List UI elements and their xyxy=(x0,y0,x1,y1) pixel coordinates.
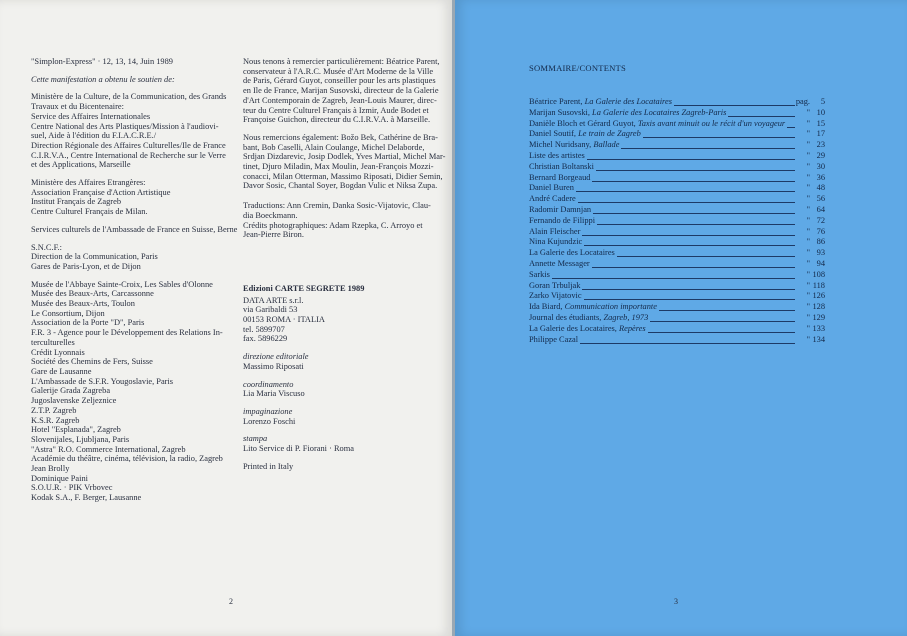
credits-col1-block xyxy=(31,178,231,217)
credits-col2-line: 00153 ROMA · ITALIA xyxy=(243,315,325,325)
credits-col1-line: Dominique Paini xyxy=(31,473,88,483)
toc-page-prefix: " xyxy=(806,248,810,258)
credits-col1-line: Le Consortium, Dijon xyxy=(31,308,105,318)
credits-col2-line: en Ile de France, Marijan Susovski, directeur de la Galerie xyxy=(243,86,439,96)
credits-col2-line: Traductions: Ann Cremin, Danka Sosic-Vijatovic, Clau- xyxy=(243,201,431,211)
credits-col2-line: Nous tenons à remercier particulièrement: Béatrice Parent, xyxy=(243,57,440,66)
toc-entry[interactable] xyxy=(529,205,825,216)
table-of-contents xyxy=(529,97,825,345)
toc-entry-author: Nina Kujundzic xyxy=(529,237,583,247)
toc-entry-title xyxy=(529,183,576,194)
toc-entry-author: Bernard Borgeaud xyxy=(529,172,591,182)
toc-entry-title xyxy=(529,205,593,216)
toc-page-prefix: " xyxy=(806,226,810,236)
toc-page-prefix: " xyxy=(806,183,810,193)
toc-page-prefix: " xyxy=(806,107,810,117)
credits-col2-line: Edizioni CARTE SEGRETE 1989 xyxy=(243,283,365,293)
credits-col1-block xyxy=(31,243,231,272)
toc-entry-title xyxy=(529,302,659,313)
credits-col1-line: Association Française d'Action Artistique xyxy=(31,187,171,197)
toc-page-prefix: " xyxy=(806,291,810,301)
toc-entry[interactable] xyxy=(529,248,825,259)
credits-col2-line: conservateur à l'A.R.C. Musée d'Art Moderne de la Ville xyxy=(243,66,434,76)
toc-page-prefix: " xyxy=(806,161,810,171)
toc-entry[interactable] xyxy=(529,119,825,130)
toc-page-number: 86 xyxy=(816,237,825,247)
toc-entry-work: Taxis avant minuit ou le récit d'un voyageur xyxy=(637,118,786,128)
credits-col2-block xyxy=(243,57,440,125)
toc-page-number: 30 xyxy=(816,161,825,171)
toc-entry[interactable] xyxy=(529,97,825,108)
credits-col1-block xyxy=(31,57,231,67)
toc-page-number: 56 xyxy=(816,194,825,204)
toc-page-number: 76 xyxy=(816,226,825,236)
credits-col2-block xyxy=(243,380,435,390)
toc-page-prefix: pag. xyxy=(795,97,810,106)
toc-entry-work: Le train de Zagreb xyxy=(578,129,641,139)
credits-col2-line: Printed in Italy xyxy=(243,461,294,471)
toc-page-number: 17 xyxy=(816,129,825,139)
credits-col2-line: Srdjan Dizdarevic, Josip Dodlek, Yves Martial, Michel Mar- xyxy=(243,152,446,162)
credits-col2-line: Françoise Guichon, directeur du C.I.R.V.A. à Marseille. xyxy=(243,115,431,125)
toc-entry[interactable] xyxy=(529,162,825,173)
credits-col1-line: Slovenijales, Ljubljana, Paris xyxy=(31,434,130,444)
credits-col1-line: Académie du théâtre, cinéma, télévision, la radio, Zagreb xyxy=(31,454,223,464)
toc-entry-title xyxy=(529,108,728,119)
toc-entry-title xyxy=(529,151,587,162)
credits-col1-block xyxy=(31,92,231,170)
toc-entry[interactable] xyxy=(529,173,825,184)
credits-col2-line: conacci, Milan Otterman, Massimo Riposati, Didier Semin, xyxy=(243,171,443,181)
toc-page-prefix: " xyxy=(806,215,810,225)
toc-page-prefix: " xyxy=(806,118,810,128)
credits-col2-block xyxy=(243,389,435,399)
toc-entry[interactable] xyxy=(529,151,825,162)
toc-page-number: 36 xyxy=(816,172,825,182)
toc-page-prefix: " xyxy=(806,172,810,182)
toc-page-prefix: " xyxy=(806,140,810,150)
toc-entry-author: Danièle Bloch et Gérard Guyot, xyxy=(529,118,638,128)
credits-col1-line: Z.T.P. Zagreb xyxy=(31,405,77,415)
credits-col1-line: Cette manifestation a obtenu le soutien de: xyxy=(31,74,175,84)
credits-col1-line: Société des Chemins de Fers, Suisse xyxy=(31,357,153,367)
credits-col1-line: terculturelles xyxy=(31,337,75,347)
credits-col1-line: Ministère des Affaires Etrangères: xyxy=(31,178,146,188)
toc-page-number: 129 xyxy=(812,312,825,322)
toc-entry[interactable] xyxy=(529,270,825,281)
toc-page-prefix: " xyxy=(806,302,810,312)
toc-heading: SOMMAIRE/CONTENTS xyxy=(529,63,626,73)
credits-col1-line: Centre Culturel Français de Milan. xyxy=(31,207,148,217)
credits-col1-line: Musée de l'Abbaye Sainte-Croix, Les Sables d'Olonne xyxy=(31,279,213,289)
credits-col2-line: Davor Sosic, Chantal Soyer, Bogdan Vulic et Niksa Zupa. xyxy=(243,181,438,191)
credits-col1-line: "Simplon-Express" · 12, 13, 14, Juin 1989 xyxy=(31,57,173,66)
toc-entry-work: La Galerie des Locataires xyxy=(584,97,672,106)
toc-entry-author: La Galerie des Locataires xyxy=(529,248,615,258)
toc-entry-title xyxy=(529,281,582,292)
credits-col1-line: Jugoslavenske Zeljeznice xyxy=(31,396,117,406)
toc-page-number: 5 xyxy=(820,97,825,106)
toc-entry-author: Daniel Buren xyxy=(529,183,574,193)
toc-entry-title xyxy=(529,216,597,227)
credits-col1-line: K.S.R. Zagreb xyxy=(31,415,80,425)
toc-entry-title xyxy=(529,173,592,184)
toc-entry-author: Michel Nuridsany, xyxy=(529,140,594,150)
credits-col1-line: "Astra" R.O. Commerce International, Zagreb xyxy=(31,444,186,454)
credits-col2-block xyxy=(243,352,435,362)
toc-entry[interactable] xyxy=(529,227,825,238)
toc-page-number: 128 xyxy=(812,302,825,312)
credits-col2-line: Crédits photographiques: Adam Rzepka, C. Arroyo et xyxy=(243,220,423,230)
toc-entry[interactable] xyxy=(529,216,825,227)
toc-page-number: 108 xyxy=(812,269,825,279)
toc-entry-title xyxy=(529,324,648,335)
toc-entry-author: Zarko Vijatovic xyxy=(529,291,582,301)
toc-entry[interactable] xyxy=(529,291,825,302)
credits-col2-line: direzione editoriale xyxy=(243,352,309,362)
toc-entry-author: Liste des artistes xyxy=(529,150,585,160)
credits-col2-line: via Garibaldi 53 xyxy=(243,305,298,315)
toc-page-number: 72 xyxy=(816,215,825,225)
credits-col2-line: DATA ARTE s.r.l. xyxy=(243,295,304,305)
toc-page-number: 126 xyxy=(812,291,825,301)
toc-page-prefix: " xyxy=(806,269,810,279)
toc-entry-work: Zagreb, 1973 xyxy=(603,312,649,322)
toc-page-number: 133 xyxy=(812,323,825,333)
credits-col1-line: Gare de Lausanne xyxy=(31,366,92,376)
credits-col2-line: d'Art Contemporain de Zagreb, Jean-Louis Maurer, direc- xyxy=(243,95,437,105)
credits-col1-line: Galerije Grada Zagreba xyxy=(31,386,111,396)
page-number-left: 2 xyxy=(229,597,233,606)
toc-entry[interactable] xyxy=(529,183,825,194)
credits-col1-line: Travaux et du Bicentenaire: xyxy=(31,102,124,112)
toc-entry-title xyxy=(529,335,580,346)
toc-entry-title xyxy=(529,237,584,248)
toc-entry-author: Béatrice Parent, xyxy=(529,97,585,106)
toc-entry-author: André Cadere xyxy=(529,194,576,204)
credits-col2-line: Nous remercions également: Božo Bek, Cathérine de Bra- xyxy=(243,132,438,142)
toc-entry[interactable] xyxy=(529,259,825,270)
toc-entry-title xyxy=(529,119,787,130)
credits-col1-block xyxy=(31,280,231,503)
toc-page-prefix: " xyxy=(806,280,810,290)
credits-col1-line: S.N.C.F.: xyxy=(31,242,62,252)
left-page xyxy=(0,0,452,636)
credits-col1-line: Kodak S.A., F. Berger, Lausanne xyxy=(31,493,142,503)
credits-col2-line: bant, Bob Caselli, Alain Coulange, Michel Delaborde, xyxy=(243,142,425,152)
credits-col1-block xyxy=(31,75,231,85)
credits-col1-line: Services culturels de l'Ambassade de France en Suisse, Berne xyxy=(31,224,238,234)
credits-col1-line: Ministère de la Culture, de la Communication, des Grands xyxy=(31,92,227,102)
toc-entry[interactable] xyxy=(529,281,825,292)
toc-page-prefix: " xyxy=(806,334,810,344)
credits-col2-line: Massimo Riposati xyxy=(243,361,304,371)
toc-entry-work: La Galerie des Locataires Zagreb-Paris xyxy=(592,107,727,117)
toc-page-prefix: " xyxy=(806,312,810,322)
credits-col2-line: Lia Maria Viscuso xyxy=(243,389,305,399)
toc-entry-author: Ida Biard, xyxy=(529,302,565,312)
credits-col2-line: Lorenzo Foschi xyxy=(243,416,296,426)
toc-page-prefix: " xyxy=(806,194,810,204)
toc-entry-title xyxy=(529,259,592,270)
left-column-credits xyxy=(31,57,238,511)
toc-entry[interactable] xyxy=(529,313,825,324)
right-column-credits xyxy=(243,57,446,480)
credits-col2-line: impaginazione xyxy=(243,406,293,416)
credits-col1-line: Institut Français de Zagreb xyxy=(31,197,122,207)
toc-entry-work: Ballade xyxy=(593,140,620,150)
toc-entry[interactable] xyxy=(529,194,825,205)
toc-entry[interactable] xyxy=(529,237,825,248)
toc-page-prefix: " xyxy=(806,323,810,333)
toc-entry-author: Philippe Cazal xyxy=(529,334,579,344)
toc-page-prefix: " xyxy=(806,150,810,160)
toc-entry-author: Goran Trbuljak xyxy=(529,280,581,290)
toc-entry-author: Christian Boltanski xyxy=(529,161,594,171)
credits-col1-line: et des Applications, Marseille xyxy=(31,160,131,170)
credits-col1-line: L'Ambassade de S.F.R. Yougoslavie, Paris xyxy=(31,376,174,386)
page-number-right: 3 xyxy=(674,597,678,606)
credits-col2-line: coordinamento xyxy=(243,379,294,389)
toc-entry-author: Fernando de Filippi xyxy=(529,215,596,225)
credits-col2-line: tel. 5899707 xyxy=(243,324,285,334)
credits-col2-block xyxy=(243,444,435,454)
toc-entry-title xyxy=(529,248,617,259)
toc-page-prefix: " xyxy=(806,237,810,247)
toc-page-prefix: " xyxy=(806,258,810,268)
toc-page-number: 10 xyxy=(816,107,825,117)
toc-page-number: 48 xyxy=(816,183,825,193)
toc-page-prefix: " xyxy=(806,129,810,139)
credits-col1-line: Musée des Beaux-Arts, Toulon xyxy=(31,299,135,309)
credits-col2-block xyxy=(243,132,446,191)
toc-entry-author: Radomir Damnjan xyxy=(529,204,592,214)
credits-col2-line: de Paris, Gérard Guyot, conseiller pour les arts plastiques xyxy=(243,76,436,86)
credits-col1-line: Gares de Paris-Lyon, et de Dijon xyxy=(31,261,141,271)
toc-entry[interactable] xyxy=(529,108,825,119)
credits-col2-line: teur du Centre Culturel Français à Izmir, Aude Bodet et xyxy=(243,105,429,115)
toc-entry-title xyxy=(529,140,621,151)
credits-col1-line: Centre National des Arts Plastiques/Mission à l'audiovi- xyxy=(31,121,219,131)
credits-col2-line: Lito Service di P. Fiorani · Roma xyxy=(243,444,354,454)
credits-col2-line: fax. 5896229 xyxy=(243,334,288,344)
toc-entry-author: Annette Messager xyxy=(529,258,590,268)
credits-col1-line: Association de la Porte "D", Paris xyxy=(31,318,145,328)
credits-col2-block xyxy=(243,284,435,294)
toc-page-number: 64 xyxy=(816,204,825,214)
credits-col1-line: Direction de la Communication, Paris xyxy=(31,252,158,262)
credits-col1-line: C.I.R.V.A., Centre International de Recherche sur le Verre xyxy=(31,150,226,160)
credits-col1-line: suel, Aide à l'édition du F.I.A.C.R.E./ xyxy=(31,131,157,141)
toc-entry[interactable] xyxy=(529,335,825,346)
toc-entry[interactable] xyxy=(529,140,825,151)
credits-col2-line: stampa xyxy=(243,434,268,444)
toc-page-number: 15 xyxy=(816,118,825,128)
credits-col1-line: Musée des Beaux-Arts, Carcassonne xyxy=(31,289,154,299)
credits-col2-block xyxy=(243,417,435,427)
toc-entry[interactable] xyxy=(529,302,825,313)
credits-col1-block xyxy=(31,224,238,235)
toc-entry[interactable] xyxy=(529,324,825,335)
toc-page-number: 23 xyxy=(816,140,825,150)
toc-leader-line xyxy=(529,278,795,279)
toc-entry-title xyxy=(529,227,582,238)
toc-page-number: 29 xyxy=(816,150,825,160)
toc-entry[interactable] xyxy=(529,129,825,140)
credits-col2-block xyxy=(243,362,435,372)
toc-page-prefix: " xyxy=(806,204,810,214)
toc-entry-author: Alain Fleischer xyxy=(529,226,581,236)
toc-page-number: 118 xyxy=(812,280,825,290)
credits-col2-line: tinet, Djuro Miladin, Max Moulin, Jean-François Mozzi- xyxy=(243,162,434,172)
toc-entry-work: Communication importante xyxy=(564,302,657,312)
toc-entry-author: Marijan Susovski, xyxy=(529,107,593,117)
credits-col1-line: Hotel "Esplanada", Zagreb xyxy=(31,425,121,435)
credits-col2-block xyxy=(243,296,435,345)
credits-col2-block xyxy=(243,434,435,444)
toc-entry-title xyxy=(529,162,596,173)
credits-col2-block xyxy=(243,407,435,417)
toc-entry-author: Journal des étudiants, xyxy=(529,312,604,322)
credits-col2-line: dia Boeckmann. xyxy=(243,210,298,220)
credits-col1-line: F.R. 3 - Agence pour le Développement des Relations In- xyxy=(31,328,223,338)
toc-page-number: 94 xyxy=(816,258,825,268)
toc-entry-author: Sarkis xyxy=(529,269,550,279)
toc-entry-title xyxy=(529,194,578,205)
credits-col2-block xyxy=(243,201,435,240)
credits-col1-line: S.O.U.R. · PIK Vrbovec xyxy=(31,483,113,493)
credits-col1-line: Direction Régionale des Affaires Culturelles/Ile de France xyxy=(31,140,226,150)
toc-entry-title xyxy=(529,270,552,281)
toc-entry-title xyxy=(529,313,650,324)
credits-col2-block xyxy=(243,462,435,472)
toc-entry-title xyxy=(529,291,584,302)
toc-page-number: 93 xyxy=(816,248,825,258)
toc-entry-author: La Galerie des Locataires, xyxy=(529,323,619,333)
toc-page-number: 134 xyxy=(812,334,825,344)
credits-col1-line: Crédit Lyonnais xyxy=(31,347,85,357)
toc-entry-title xyxy=(529,97,674,108)
credits-col1-line: Service des Affaires Internationales xyxy=(31,111,151,121)
toc-entry-title xyxy=(529,129,643,140)
credits-col1-line: Jean Brolly xyxy=(31,464,70,474)
credits-col2-line: Jean-Pierre Biron. xyxy=(243,230,304,240)
toc-entry-author: Daniel Soutif, xyxy=(529,129,579,139)
toc-entry-work: Repères xyxy=(618,323,646,333)
